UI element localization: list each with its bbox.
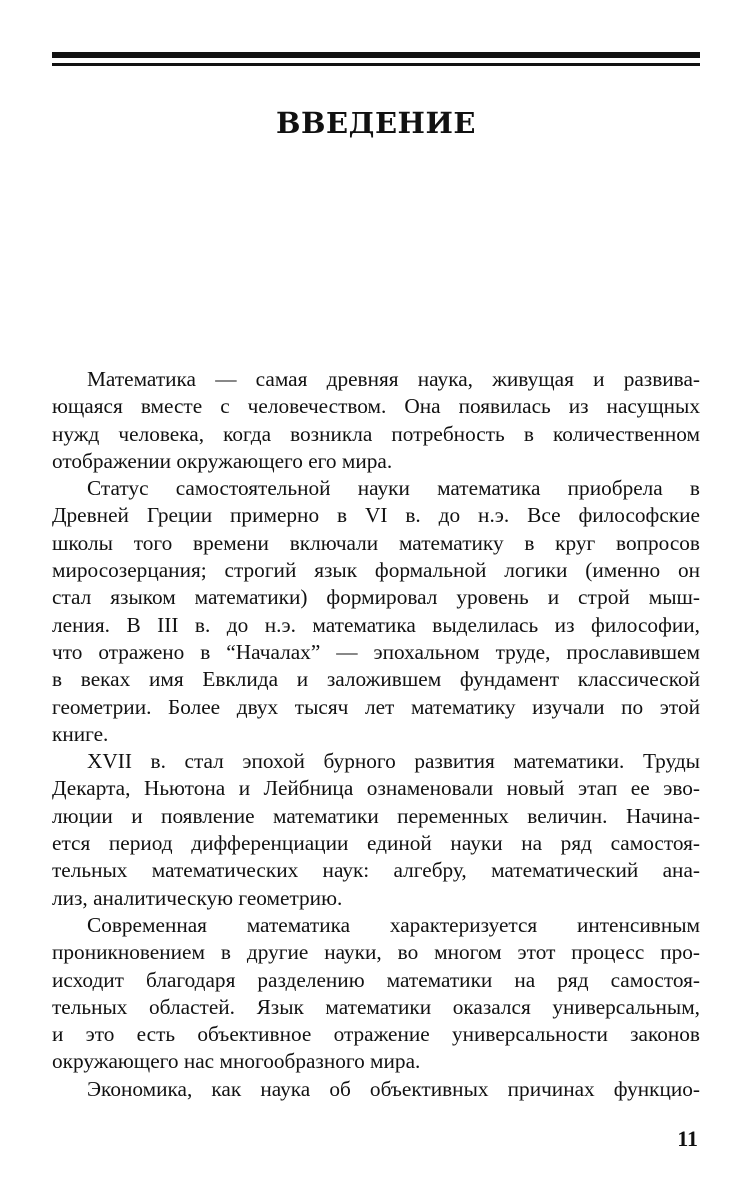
text-line: тельных математических наук: алгебру, математический ана- [52,858,700,883]
text-line: тельных областей. Язык математики оказался универсальным, [52,994,700,1019]
text-line: и это есть объективное отражение универсальности законов [52,1022,700,1047]
paragraph [52,475,700,748]
text-line: исходит благодаря разделению математики на ряд самостоя- [52,967,700,992]
paragraph [52,1076,700,1103]
text-line: Экономика, как наука об объективных причинах функцио- [87,1076,700,1101]
paragraph [52,748,700,912]
text-line: ления. В III в. до н.э. математика выделилась из философии, [52,612,700,637]
text-line: геометрии. Более двух тысяч лет математику изучали по этой [52,694,700,719]
text-line: отображении окружающего его мира. [52,448,393,473]
page-number: 11 [677,1126,698,1151]
text-line: проникновением в другие науки, во многом этот процесс про- [52,940,700,965]
text-line: окружающего нас многообразного мира. [52,1049,421,1074]
text-line: Современная математика характеризуется интенсивным [87,912,700,937]
text-line: что отражено в “Началах” — эпохальном труде, прославившем [52,639,700,664]
text-line: Статус самостоятельной науки математика приобрела в [87,476,700,501]
text-line: XVII в. стал эпохой бурного развития математики. Труды [87,749,700,774]
text-line: Математика — самая древняя наука, живущая и развива- [87,367,700,391]
text-line: ется период дифференциации единой науки на ряд самостоя- [52,831,700,856]
text-line: лиз, аналитическую геометрию. [52,885,343,910]
text-line: в веках имя Евклида и заложившем фундамент классической [52,667,700,692]
paragraph [52,366,700,475]
text-line: люции и появление математики переменных величин. Начина- [52,803,700,828]
text-line: стал языком математики) формировал уровень и строй мыш- [52,585,700,610]
text-line: книге. [52,721,109,746]
body-text [52,366,700,1103]
text-line: миросозерцания; строгий язык формальной логики (именно он [52,558,700,583]
chapter-title: ВВЕДЕНИЕ [276,106,476,140]
header-rule-thin [52,63,700,66]
text-line: ющаяся вместе с человечеством. Она появилась из насущных [52,394,700,419]
header-rule-thick [52,52,700,58]
text-line: нужд человека, когда возникла потребность в количественном [52,421,700,446]
text-line: школы того времени включали математику в круг вопросов [52,530,700,555]
text-line: Декарта, Ньютона и Лейбница ознаменовали новый этап ее эво- [52,776,700,801]
paragraph [52,912,700,1076]
text-line: Древней Греции примерно в VI в. до н.э. Все философские [52,503,700,528]
